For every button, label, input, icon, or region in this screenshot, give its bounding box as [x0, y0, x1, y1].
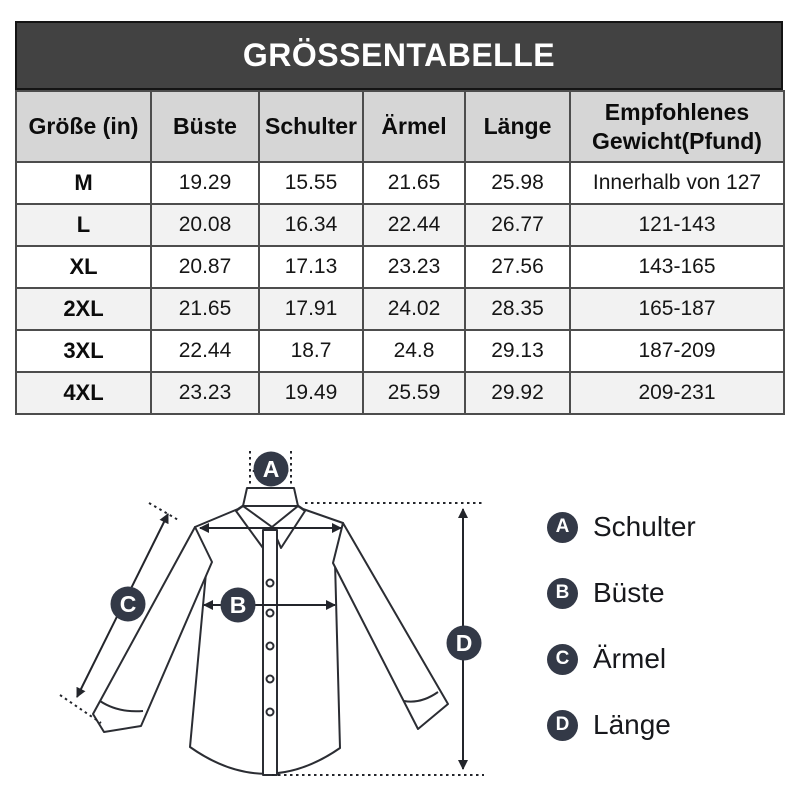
legend-badge-b: B	[547, 578, 578, 609]
column-header: Größe (in)	[16, 91, 151, 162]
table-row	[16, 246, 784, 288]
table-cell: 15.55	[259, 162, 363, 204]
legend	[547, 511, 696, 775]
table-cell: 22.44	[363, 204, 465, 246]
table-cell: 27.56	[465, 246, 570, 288]
column-header: Schulter	[259, 91, 363, 162]
legend-badge-d: D	[547, 710, 578, 741]
legend-label-c: Ärmel	[593, 643, 667, 674]
legend-badge-a: A	[547, 512, 578, 543]
table-cell: 17.91	[259, 288, 363, 330]
shirt-placket	[263, 530, 277, 775]
shirt-diagram	[0, 430, 545, 800]
shirt-outline	[93, 488, 448, 775]
table-cell: 24.8	[363, 330, 465, 372]
table-cell: 28.35	[465, 288, 570, 330]
badge-d-letter: D	[455, 630, 473, 656]
column-header: Büste	[151, 91, 259, 162]
table-cell: 187-209	[570, 330, 784, 372]
legend-item-c	[547, 643, 696, 675]
table-row	[16, 330, 784, 372]
legend-item-a	[547, 511, 696, 543]
table-cell: 20.87	[151, 246, 259, 288]
column-header: Empfohlenes Gewicht(Pfund)	[570, 91, 784, 162]
legend-label-b: Büste	[593, 577, 665, 608]
size-cell: L	[16, 204, 151, 246]
badge-b-letter: B	[229, 592, 247, 618]
shirt-right-sleeve	[333, 523, 448, 729]
table-row	[16, 288, 784, 330]
title-bar	[15, 21, 783, 90]
table-cell: 143-165	[570, 246, 784, 288]
table-cell: 16.34	[259, 204, 363, 246]
table-header-row	[16, 91, 784, 162]
table-cell: 17.13	[259, 246, 363, 288]
column-header: Länge	[465, 91, 570, 162]
size-table	[15, 90, 785, 415]
size-cell: 2XL	[16, 288, 151, 330]
table-cell: 19.29	[151, 162, 259, 204]
legend-item-d	[547, 709, 696, 741]
table-cell: 25.98	[465, 162, 570, 204]
badge-c-letter: C	[119, 591, 137, 617]
shirt-button	[267, 709, 274, 716]
shirt-button	[267, 580, 274, 587]
table-cell: 165-187	[570, 288, 784, 330]
size-cell: M	[16, 162, 151, 204]
size-cell: XL	[16, 246, 151, 288]
table-cell: 121-143	[570, 204, 784, 246]
size-cell: 4XL	[16, 372, 151, 414]
table-row	[16, 372, 784, 414]
table-body	[16, 162, 784, 414]
table-cell: Innerhalb von 127	[570, 162, 784, 204]
page-title: GRÖSSENTABELLE	[242, 37, 556, 73]
table-cell: 20.08	[151, 204, 259, 246]
table-cell: 29.13	[465, 330, 570, 372]
legend-label-a: Schulter	[593, 511, 696, 542]
shirt-collar-band	[243, 488, 298, 506]
legend-badge-c: C	[547, 644, 578, 675]
table-cell: 209-231	[570, 372, 784, 414]
table-row	[16, 162, 784, 204]
table-cell: 29.92	[465, 372, 570, 414]
table-cell: 25.59	[363, 372, 465, 414]
table-row	[16, 204, 784, 246]
shirt-button	[267, 643, 274, 650]
table-cell: 23.23	[363, 246, 465, 288]
table-cell: 19.49	[259, 372, 363, 414]
column-header: Ärmel	[363, 91, 465, 162]
table-cell: 26.77	[465, 204, 570, 246]
legend-label-d: Länge	[593, 709, 671, 740]
table-cell: 22.44	[151, 330, 259, 372]
table-cell: 21.65	[363, 162, 465, 204]
table-cell: 23.23	[151, 372, 259, 414]
shirt-button	[267, 610, 274, 617]
badge-a-letter: A	[262, 456, 280, 482]
size-cell: 3XL	[16, 330, 151, 372]
table-cell: 21.65	[151, 288, 259, 330]
table-cell: 24.02	[363, 288, 465, 330]
table-cell: 18.7	[259, 330, 363, 372]
shirt-button	[267, 676, 274, 683]
legend-item-b	[547, 577, 696, 609]
